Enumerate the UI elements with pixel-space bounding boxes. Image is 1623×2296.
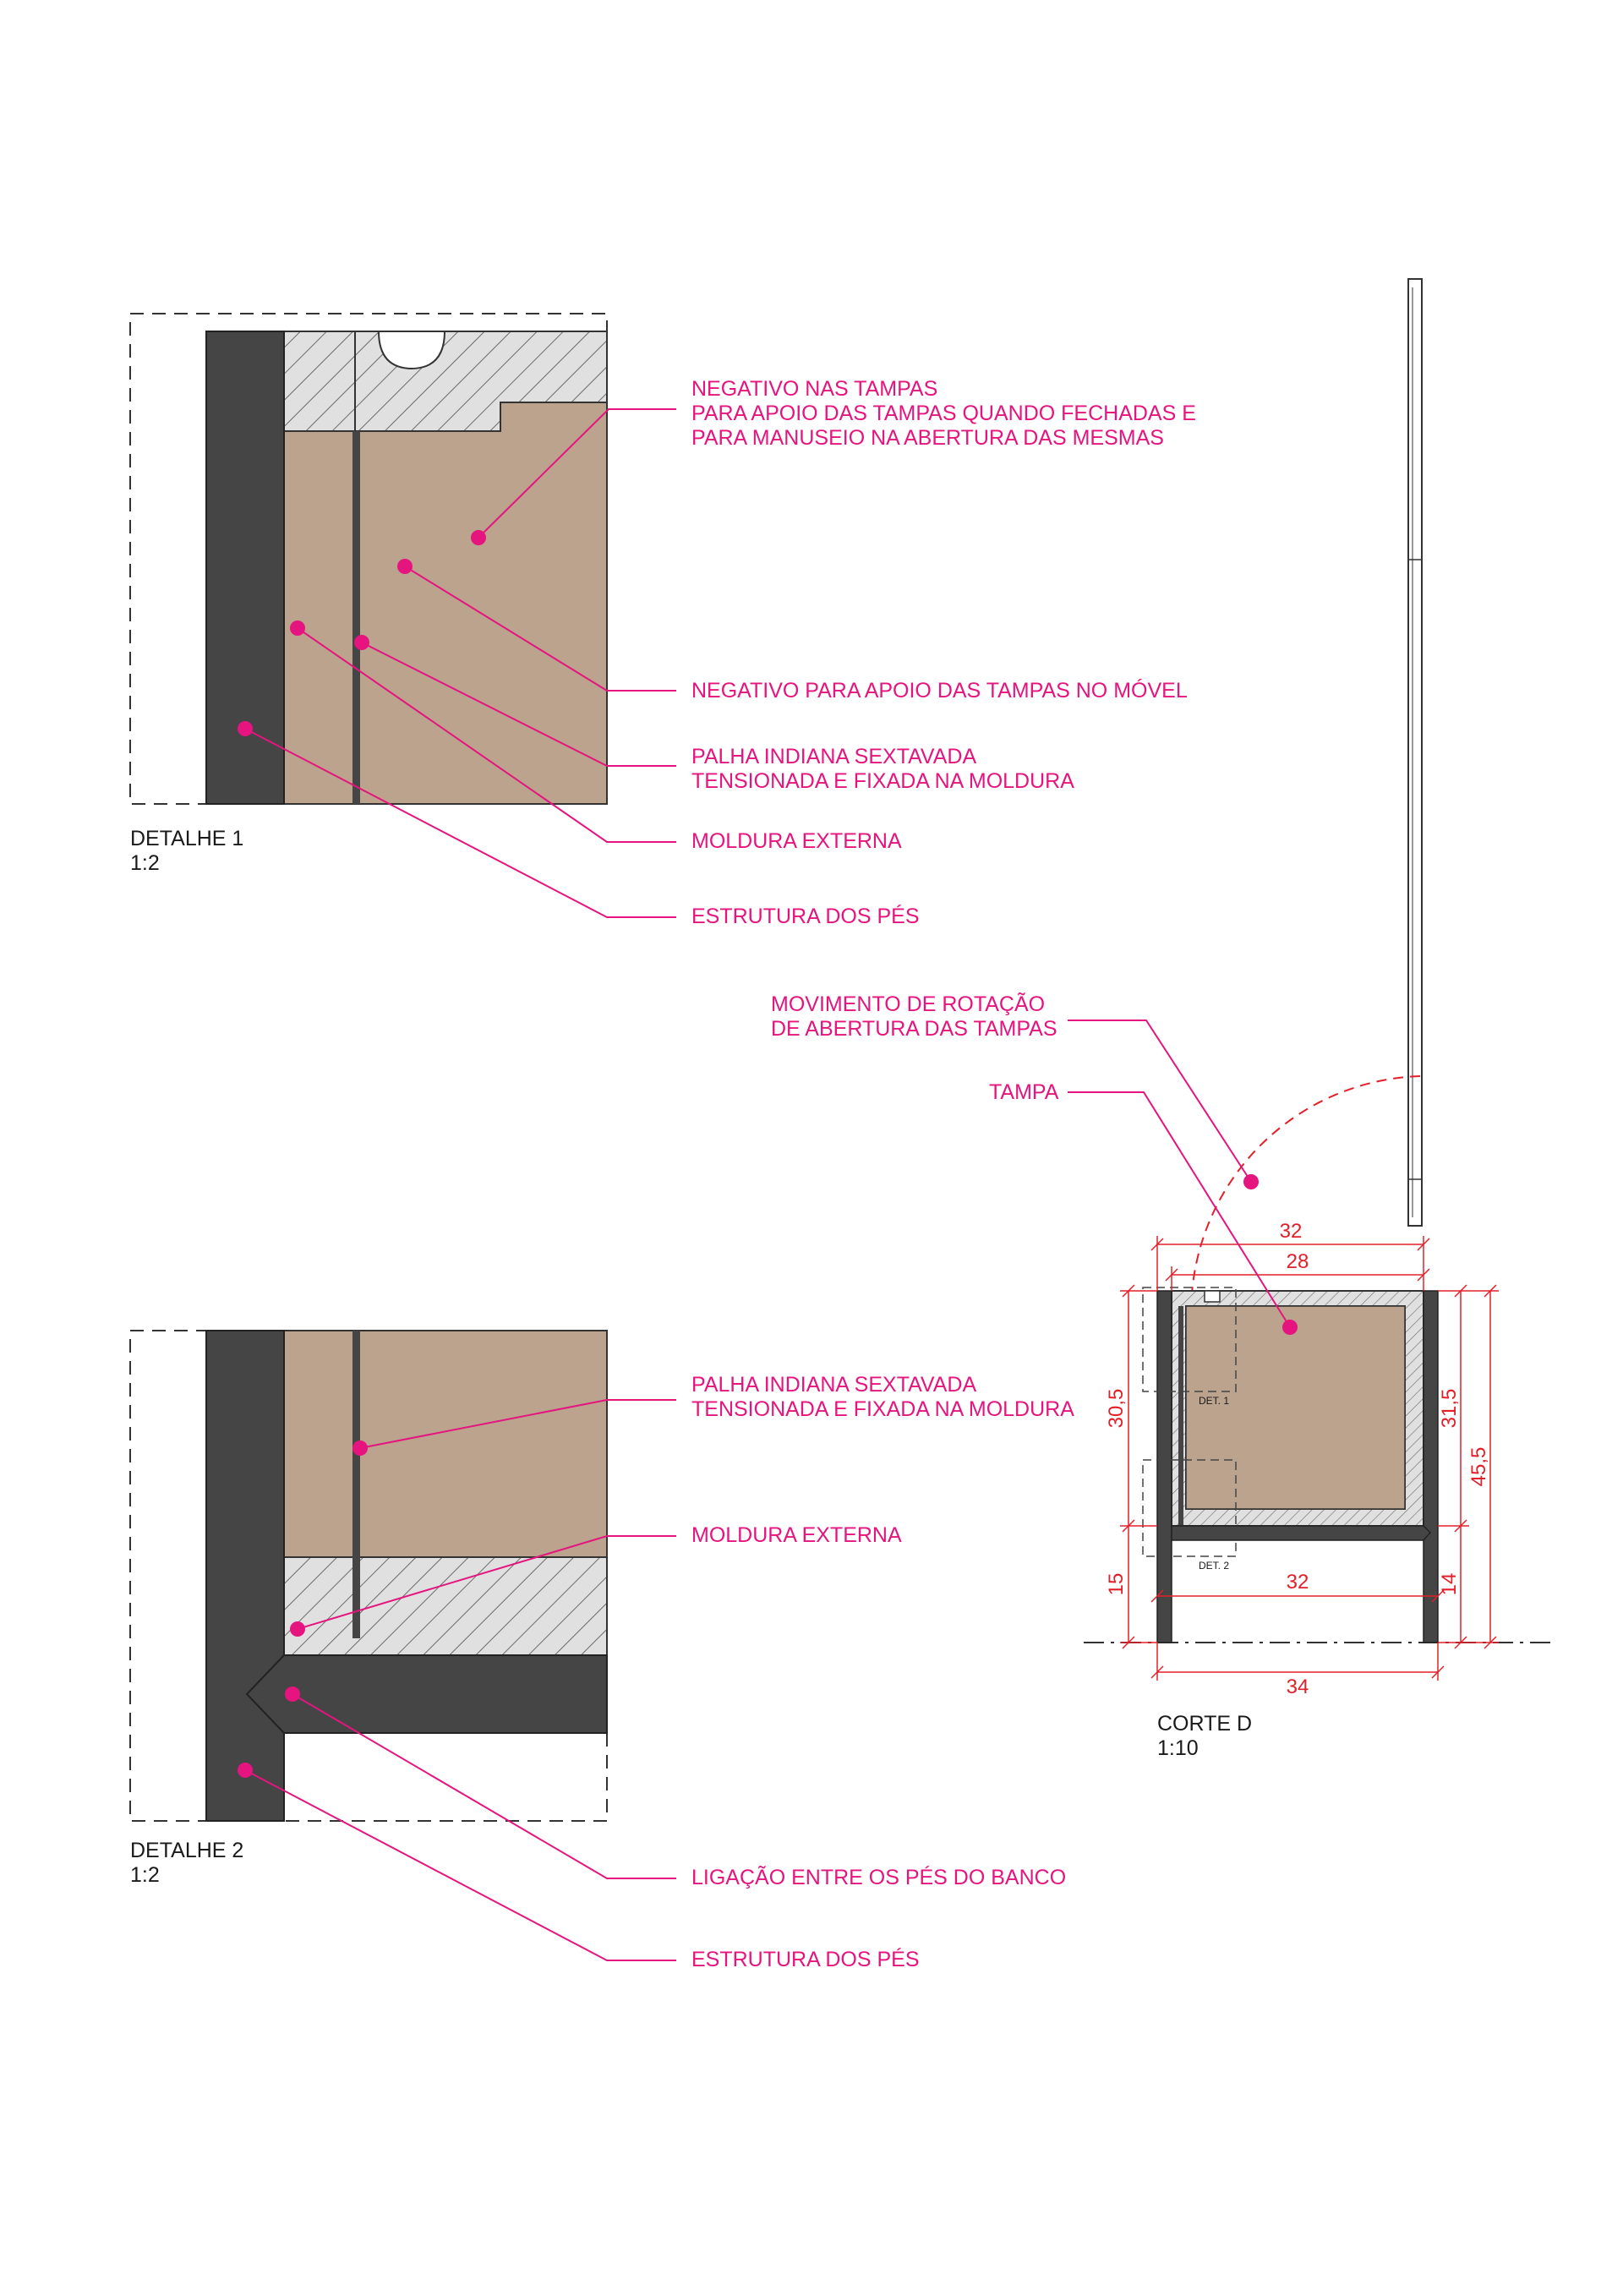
- detail-2-cane-strip: [352, 1331, 360, 1638]
- marker-dot: [238, 721, 253, 736]
- left-leg: [1157, 1291, 1172, 1643]
- note-tampa: TAMPA: [989, 1080, 1059, 1104]
- note-palha-line2: TENSIONADA E FIXADA NA MOLDURA: [691, 1397, 1074, 1421]
- detail-2-scale: 1:2: [130, 1863, 160, 1887]
- detail-2-cane-panel: [284, 1331, 607, 1557]
- note-estrutura: ESTRUTURA DOS PÉS: [691, 905, 920, 928]
- note-ligacao: LIGAÇÃO ENTRE OS PÉS DO BANCO: [691, 1866, 1067, 1889]
- lid-notch: [1205, 1291, 1220, 1302]
- detail-1-cane-panel: [284, 402, 607, 804]
- note-movimento-line1: MOVIMENTO DE ROTAÇÃO: [771, 992, 1046, 1016]
- note-moldura: MOLDURA EXTERNA: [691, 1523, 902, 1547]
- note-negativo-tampas-line3: PARA MANUSEIO NA ABERTURA DAS MESMAS: [691, 426, 1164, 450]
- note-negativo-tampas-line1: NEGATIVO NAS TAMPAS: [691, 377, 938, 401]
- lid-cane-panel: [1186, 1306, 1405, 1509]
- detail-1-scale: 1:2: [130, 851, 160, 875]
- marker-dot: [290, 620, 305, 636]
- dim-left-lower: 15: [1105, 1572, 1128, 1596]
- note-movimento-line2: DE ABERTURA DAS TAMPAS: [771, 1017, 1057, 1041]
- dim-left-upper: 30,5: [1105, 1388, 1128, 1429]
- note-palha-line1: PALHA INDIANA SEXTAVADA: [691, 1373, 977, 1397]
- marker-dot: [471, 530, 486, 545]
- det-1-ref-label: DET. 1: [1199, 1395, 1230, 1407]
- note-negativo-movel: NEGATIVO PARA APOIO DAS TAMPAS NO MÓVEL: [691, 679, 1188, 702]
- note-moldura: MOLDURA EXTERNA: [691, 829, 902, 853]
- detail-1: [130, 314, 1196, 928]
- detail-2-frame-moulding: [284, 1557, 607, 1655]
- dim-right-total: 45,5: [1467, 1446, 1490, 1487]
- note-palha-line1: PALHA INDIANA SEXTAVADA: [691, 745, 977, 768]
- section-leaders: [1068, 1020, 1290, 1327]
- marker-dot: [238, 1763, 253, 1778]
- marker-dot: [285, 1686, 300, 1702]
- note-palha-line2: TENSIONADA E FIXADA NA MOLDURA: [691, 769, 1074, 793]
- dim-right-lower: 14: [1438, 1572, 1461, 1596]
- detail-1-cane-strip: [352, 431, 360, 804]
- stretcher: [1172, 1526, 1430, 1540]
- dim-top-outer: 32: [1279, 1220, 1303, 1243]
- dim-bottom-width: 34: [1286, 1676, 1309, 1698]
- note-negativo-tampas-line2: PARA APOIO DAS TAMPAS QUANDO FECHADAS E: [691, 402, 1196, 425]
- detail-2-title: DETALHE 2: [130, 1839, 244, 1862]
- open-lid: [1408, 279, 1422, 1226]
- section-title: CORTE D: [1157, 1712, 1253, 1736]
- marker-dot: [1243, 1174, 1259, 1189]
- note-estrutura: ESTRUTURA DOS PÉS: [691, 1948, 920, 1971]
- marker-dot: [290, 1621, 305, 1637]
- dim-top-inner: 28: [1286, 1250, 1309, 1273]
- dim-right-upper: 31,5: [1438, 1388, 1461, 1429]
- det-2-ref-label: DET. 2: [1199, 1560, 1230, 1572]
- section-scale: 1:10: [1157, 1736, 1199, 1760]
- right-leg: [1424, 1291, 1438, 1643]
- cane-strip: [1178, 1306, 1183, 1526]
- detail-1-title: DETALHE 1: [130, 827, 244, 850]
- marker-dot: [352, 1440, 368, 1456]
- detail-2: [130, 1331, 1074, 1971]
- dim-inner-width: 32: [1286, 1571, 1309, 1594]
- marker-dot: [397, 559, 413, 574]
- marker-dot: [1282, 1320, 1298, 1335]
- marker-dot: [354, 635, 369, 650]
